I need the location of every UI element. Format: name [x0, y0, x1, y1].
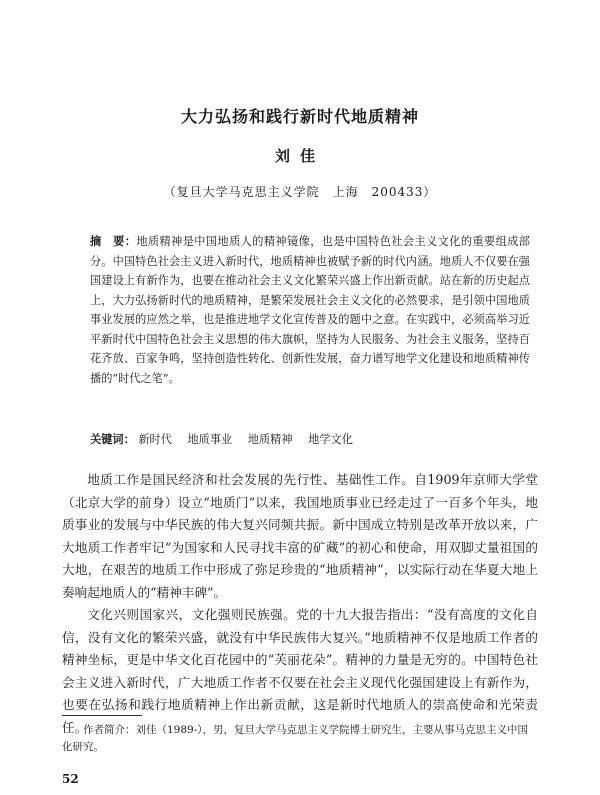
footnote-author-bio: 作者简介：刘佳（1989-），男，复旦大学马克思主义学院博士研究生，主要从事马克思主义中国化研究。 — [62, 724, 529, 753]
abstract — [90, 232, 530, 388]
body-text — [62, 469, 538, 739]
abstract-label: 摘 要： — [90, 235, 137, 248]
body-paragraph: 地质工作是国民经济和社会发展的先行性、基础性工作。自1909年京师大学堂（北京大学的前身）设立“地质门”以来，我国地质事业已经走过了一百多个年头，地质事业的发展与中华民族的伟大复兴同频共振。新中国成立特别是改革开放以来，广大地质工作者牢记“为国家和人民寻找丰富的矿藏”的初心和使命，用双脚丈量祖国的大地，在艰苦的地质工作中形成了弥足珍贵的“地质精神”，以实际行动在华夏大地上奏响起地质人的“精神丰碑”。 — [62, 472, 538, 600]
keywords — [90, 430, 530, 449]
author-name: 刘佳 — [274, 147, 325, 165]
page-number: 52 — [62, 772, 79, 786]
author-affiliation: （复旦大学马克思主义学院 上海 200433） — [163, 185, 437, 199]
paper-title: 大力弘扬和践行新时代地质精神 — [180, 107, 419, 126]
keyword-item: 地质事业 — [187, 433, 233, 446]
keywords-label: 关键词： — [90, 433, 135, 446]
keyword-item: 新时代 — [138, 433, 172, 446]
footnote-divider — [62, 715, 142, 716]
keyword-item: 地学文化 — [308, 433, 353, 446]
keyword-item: 地质精神 — [247, 433, 293, 446]
body-paragraph: 文化兴则国家兴，文化强则民族强。党的十九大报告指出：“没有高度的文化自信，没有文化的繁荣兴盛，就没有中华民族伟大复兴。”地质精神不仅是地质工作者的精神坐标，更是中华文化百花园中的“芙丽花朵”。精神的力量是无穷的。中国特色社会主义进入新时代，广大地质工作者不仅要在社会主义现代化强国建设上有新作为，也要在弘扬和践行地质精神上作出新贡献，这是新时代地质人的崇高使命和光荣责任。 — [62, 607, 538, 735]
abstract-text: 地质精神是中国地质人的精神镜像，也是中国特色社会主义文化的重要组成部分。中国特色社会主义进入新时代，地质精神也被赋予新的时代内涵。地质人不仅要在强国建设上有新作为，也要在推动社会主义文化繁荣兴盛上作出新贡献。站在新的历史起点上，大力弘扬新时代的地质精神，是繁荣发展社会主义文化的必然要求，是引领中国地质事业发展的应然之举，也是推进地学文化宣传普及的题中之意。在实践中，必须高举习近平新时代中国特色社会主义思想的伟大旗帜，坚持为人民服务、为社会主义服务，坚持百花齐放、百家争鸣，坚持创造性转化、创新性发展，奋力谱写地学文化建设和地质精神传播的“时代之笔”。 — [90, 235, 530, 385]
